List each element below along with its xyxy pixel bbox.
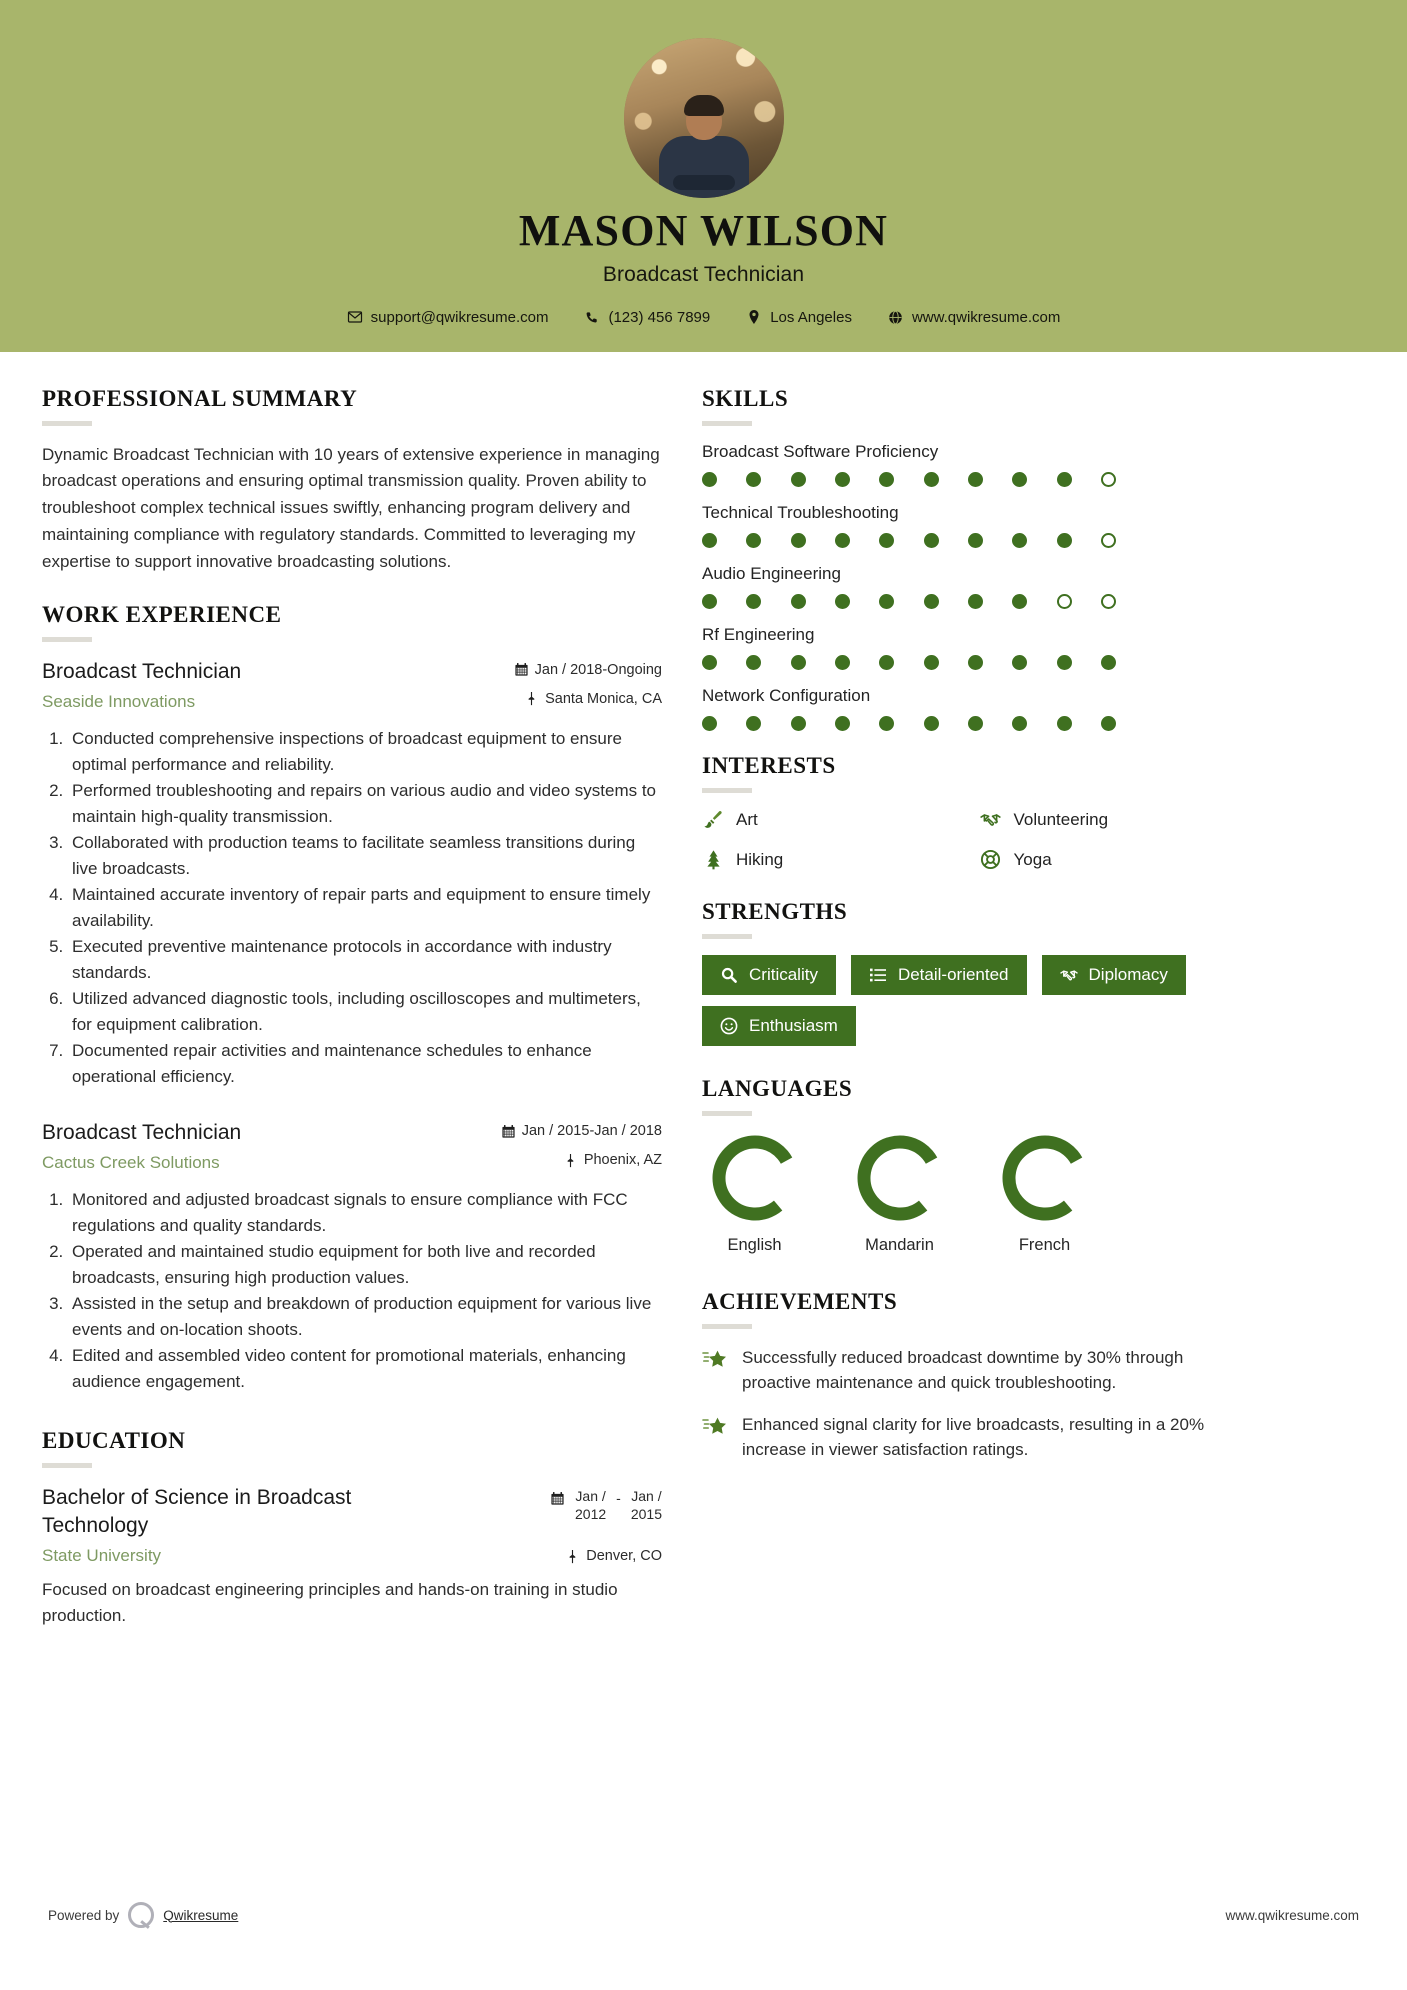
skill-dot-filled [835,655,850,670]
job-bullet: 2. Operated and maintained studio equipment for both live and recorded broadcasts, ensuring high production values. [68,1239,662,1290]
interest-label: Yoga [1013,849,1052,869]
skill-dot-filled [1057,472,1072,487]
skill-dot-filled [702,716,717,731]
magnifier-icon [720,966,738,984]
skill-dot-filled [1012,472,1027,487]
interest-item [980,809,1248,831]
skill-dot-filled [791,472,806,487]
education-list [42,1484,662,1628]
skill-dot-filled [746,472,761,487]
skill-dot-filled [1012,533,1027,548]
powered-by-block [48,1902,238,1928]
section-skills [702,386,1247,731]
map-pin-icon [746,309,762,325]
job-location [514,691,662,707]
skill-dot-empty [1057,594,1072,609]
job-location [501,1152,662,1168]
contact-bar [0,309,1407,326]
skill-dot-filled [879,472,894,487]
interest-item [702,849,970,871]
skill-name: Technical Troubleshooting [702,502,899,522]
section-achievements [702,1289,1247,1463]
skill-dot-filled [968,655,983,670]
skill-dot-filled [968,472,983,487]
skill-dot-filled [968,716,983,731]
skill-dot-empty [1101,594,1116,609]
skill-dot-filled [924,594,939,609]
section-heading: WORK EXPERIENCE [42,601,282,627]
education-description: Focused on broadcast engineering principles and hands-on training in studio production. [42,1580,618,1625]
left-column [42,386,662,1637]
skill-name: Broadcast Software Proficiency [702,441,939,461]
job-bullet: 1. Monitored and adjusted broadcast signals to ensure compliance with FCC regulations and quality standards. [68,1187,662,1238]
skill-item [702,564,1247,609]
skill-dot-filled [1012,594,1027,609]
job-company: Cactus Creek Solutions [42,1153,220,1173]
education-dates [550,1488,662,1524]
strength-label: Diplomacy [1088,965,1168,985]
education-location [550,1548,662,1564]
skill-dot-filled [835,472,850,487]
section-heading: INTERESTS [702,752,836,778]
job-bullet: 3. Assisted in the setup and breakdown of production equipment for various live events and on-location shoots. [68,1291,662,1342]
contact-email[interactable] [347,309,549,326]
resume-body [0,352,1407,1637]
achievement-text: Enhanced signal clarity for live broadcasts, resulting in a 20% increase in viewer satisfaction ratings. [742,1414,1205,1460]
skill-dot-filled [924,655,939,670]
experience-item-main [42,1119,487,1173]
pin-icon [563,1153,578,1168]
section-education [42,1428,662,1628]
skill-dot-filled [791,594,806,609]
contact-location-text: Los Angeles [770,308,852,326]
section-divider [702,1324,752,1329]
experience-item-meta [501,1119,662,1168]
skill-rating [702,594,1116,609]
language-name: French [1018,1235,1071,1254]
language-name: English [727,1235,782,1254]
education-item-main [42,1484,536,1566]
pin-icon [565,1549,580,1564]
job-bullet: 5. Executed preventive maintenance protocols in accordance with industry standards. [68,934,662,985]
smiley-icon [720,1017,738,1035]
education-item-meta [550,1484,662,1564]
paintbrush-icon [702,809,724,831]
page-footer [0,1902,1407,1928]
job-role: Broadcast Technician [42,1121,242,1145]
language-item [847,1132,952,1255]
interest-label: Art [736,809,758,829]
handshake-icon [980,809,1002,831]
skill-item [702,625,1247,670]
achievement-item [702,1345,1247,1396]
language-progress-ring [709,1132,801,1224]
skill-dot-filled [702,594,717,609]
avatar-portrait [658,94,750,198]
section-interests [702,753,1247,871]
calendar-icon [514,662,529,677]
qwikresume-logo-icon [128,1902,154,1928]
contact-phone[interactable] [584,309,710,326]
interest-label: Hiking [736,849,784,869]
skill-dot-filled [1012,655,1027,670]
skill-dot-filled [835,533,850,548]
experience-item-meta [514,658,662,707]
section-heading: ACHIEVEMENTS [702,1288,898,1314]
interest-item [702,809,970,831]
section-strengths [702,899,1247,1046]
skill-dot-filled [924,533,939,548]
skill-dot-filled [835,716,850,731]
contact-website-text: www.qwikresume.com [911,308,1061,326]
page-title: MASON WILSON [518,206,889,255]
strengths-list [702,955,1247,1046]
interest-label: Volunteering [1013,809,1109,829]
skill-dot-filled [702,655,717,670]
job-bullet: 1. Conducted comprehensive inspections of broadcast equipment to ensure optimal performance and reliability. [68,726,662,777]
job-bullets [42,1187,662,1394]
language-item [702,1132,807,1255]
achievement-item [702,1412,1247,1463]
section-heading: SKILLS [702,385,789,411]
lifebuoy-icon [980,849,1002,871]
section-languages [702,1076,1247,1255]
envelope-icon [347,309,363,325]
skill-dot-filled [879,594,894,609]
skill-dot-filled [791,655,806,670]
experience-item-main [42,658,500,712]
skill-rating [702,655,1116,670]
job-bullet: 2. Performed troubleshooting and repairs on various audio and video systems to maintain high-quality transmission. [68,778,662,829]
education-item-header [42,1484,662,1566]
avatar [624,38,784,198]
skill-dot-filled [702,472,717,487]
skill-name: Audio Engineering [702,563,841,583]
language-name: Mandarin [865,1235,934,1254]
right-column [702,386,1247,1479]
achievements-list [702,1345,1247,1463]
skill-name: Network Configuration [702,685,871,705]
experience-list [42,658,662,1395]
skill-dot-filled [1057,716,1072,731]
education-end-date: Jan / 2015 [630,1488,662,1523]
skill-item [702,686,1247,731]
qwikresume-link[interactable]: Qwikresume [163,1907,239,1923]
section-heading: PROFESSIONAL SUMMARY [42,385,358,411]
star-badge-icon [702,1347,728,1373]
skill-item [702,442,1247,487]
job-dates [514,662,662,678]
contact-website[interactable] [888,309,1060,326]
footer-website: www.qwikresume.com [1225,1907,1359,1923]
experience-item-header [42,1119,662,1173]
interest-item [980,849,1248,871]
skill-dot-filled [879,655,894,670]
skill-dot-filled [879,716,894,731]
contact-location [746,309,852,326]
skill-dot-filled [924,716,939,731]
section-divider [42,637,92,642]
experience-item [42,1119,662,1394]
strength-badge[interactable] [702,1006,856,1046]
skills-list [702,442,1247,731]
strength-label: Detail-oriented [897,965,1009,985]
skill-name: Rf Engineering [702,624,815,644]
strength-badge[interactable] [1042,955,1186,995]
section-divider [702,1111,752,1116]
languages-list [702,1132,1247,1255]
skill-dot-filled [879,533,894,548]
section-heading: STRENGTHS [702,898,848,924]
skill-dot-filled [968,594,983,609]
skill-dot-filled [746,533,761,548]
strength-badge[interactable] [851,955,1027,995]
job-bullet: 4. Maintained accurate inventory of repair parts and equipment to ensure timely availability. [68,882,662,933]
contact-email-text: support@qwikresume.com [370,308,549,326]
section-divider [702,421,752,426]
job-location-text: Phoenix, AZ [583,1152,662,1169]
experience-item [42,658,662,1089]
school-name: State University [42,1546,162,1566]
tree-icon [702,849,724,871]
section-divider [702,788,752,793]
job-bullet: 6. Utilized advanced diagnostic tools, including oscilloscopes and multimeters, for equipment calibration. [68,986,662,1037]
skill-dot-filled [746,716,761,731]
education-start-date: Jan / 2012 [575,1488,607,1523]
job-bullet: 3. Collaborated with production teams to facilitate seamless transitions during live broadcasts. [68,830,662,881]
skill-dot-filled [1101,716,1116,731]
date-separator: - [616,1490,621,1507]
skill-dot-filled [924,472,939,487]
job-location-text: Santa Monica, CA [545,690,662,707]
calendar-icon [501,1124,516,1139]
skill-rating [702,533,1116,548]
job-bullet: 4. Edited and assembled video content for promotional materials, enhancing audience engagement. [68,1343,662,1394]
job-title: Broadcast Technician [602,262,805,286]
contact-phone-text: (123) 456 7899 [608,308,711,326]
degree-title: Bachelor of Science in Broadcast Technology [42,1486,352,1537]
job-company: Seaside Innovations [42,692,196,712]
experience-item-header [42,658,662,712]
skill-dot-filled [791,533,806,548]
section-heading: EDUCATION [42,1428,186,1454]
strength-label: Criticality [749,965,818,985]
skill-dot-filled [746,655,761,670]
skill-dot-filled [1057,655,1072,670]
education-location-text: Denver, CO [586,1548,662,1565]
language-progress-ring [999,1132,1091,1224]
summary-text: Dynamic Broadcast Technician with 10 years of extensive experience in managing broadcast operations and ensuring optimal transmission quality. Proven ability to troubleshoot complex technical issues swiftly, enhancing program delivery and maintaining compliance with regulatory standards. Committed to leveraging my expertise to support innovative broadcasting solutions. [42,444,660,572]
section-work-experience [42,602,662,1395]
handshake-icon [1060,966,1078,984]
skill-dot-filled [791,716,806,731]
job-dates [501,1123,662,1139]
phone-icon [584,309,600,325]
section-divider [702,934,752,939]
strength-label: Enthusiasm [749,1016,838,1036]
achievement-text: Successfully reduced broadcast downtime by 30% through proactive maintenance and quick troubleshooting. [742,1347,1184,1393]
interests-list [702,809,1247,871]
globe-icon [888,309,904,325]
language-progress-ring [854,1132,946,1224]
skill-rating [702,472,1116,487]
skill-rating [702,716,1116,731]
skill-dot-empty [1101,533,1116,548]
section-divider [42,421,92,426]
language-item [992,1132,1097,1255]
job-dates-text: Jan / 2015-Jan / 2018 [521,1123,662,1140]
section-divider [42,1463,92,1468]
section-professional-summary [42,386,662,576]
calendar-icon [550,1488,565,1511]
skill-dot-filled [746,594,761,609]
education-item [42,1484,662,1628]
skill-dot-empty [1101,472,1116,487]
skill-dot-filled [1101,655,1116,670]
resume-header [0,0,1407,352]
powered-by-label: Powered by [48,1907,120,1923]
skill-item [702,503,1247,548]
pin-icon [524,691,539,706]
skill-dot-filled [1057,533,1072,548]
job-bullet: 7. Documented repair activities and maintenance schedules to enhance operational efficiency. [68,1038,662,1089]
star-badge-icon [702,1414,728,1440]
skill-dot-filled [968,533,983,548]
skill-dot-filled [1012,716,1027,731]
skill-dot-filled [835,594,850,609]
skill-dot-filled [702,533,717,548]
job-bullets [42,726,662,1089]
job-role: Broadcast Technician [42,659,242,683]
section-heading: LANGUAGES [702,1075,853,1101]
strength-badge[interactable] [702,955,836,995]
job-dates-text: Jan / 2018-Ongoing [534,661,662,678]
list-icon [869,966,887,984]
